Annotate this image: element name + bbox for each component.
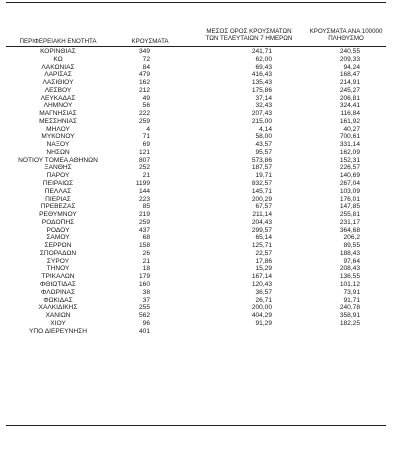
cases-cell: 21 <box>142 257 150 265</box>
cases-cell: 222 <box>138 110 150 118</box>
per100k-cell: 255,81 <box>339 211 360 219</box>
mean-cell: 17,86 <box>255 257 272 265</box>
per100k-cell: 94,24 <box>343 63 360 71</box>
cases-cell: 255 <box>138 304 150 312</box>
per100k-cell: 162,09 <box>339 148 360 156</box>
per100k-cell: 101,12 <box>339 280 360 288</box>
cases-cell: 212 <box>138 86 150 94</box>
table-row <box>6 304 386 312</box>
table-row <box>6 289 386 297</box>
per100k-cell: 245,27 <box>339 86 360 94</box>
region-cell: ΡΟΔΟΥ <box>46 226 70 234</box>
table-row <box>6 102 386 110</box>
mean-cell: 167,14 <box>251 273 272 281</box>
per100k-cell: 182,25 <box>339 319 360 327</box>
cases-cell: 69 <box>142 141 150 149</box>
table-row <box>6 234 386 242</box>
table-row <box>6 164 386 172</box>
cases-cell: 807 <box>138 156 150 164</box>
table-row <box>6 265 386 273</box>
region-cell: ΧΙΟΥ <box>50 319 66 327</box>
cases-cell: 26 <box>142 249 150 257</box>
region-cell: ΚΩ <box>53 55 63 63</box>
mean-cell: 19,71 <box>255 172 272 180</box>
mean-cell: 67,57 <box>255 203 272 211</box>
region-cell: ΛΑΚΩΝΙΑΣ <box>41 63 75 71</box>
cases-cell: 160 <box>138 280 150 288</box>
table-row <box>6 71 386 79</box>
cases-cell: 18 <box>142 265 150 273</box>
cases-cell: 158 <box>138 242 150 250</box>
mean-cell: 95,57 <box>255 148 272 156</box>
cases-cell: 49 <box>142 94 150 102</box>
mean-cell: 4,14 <box>259 125 272 133</box>
region-cell: ΧΑΛΚΙΔΙΚΗΣ <box>38 304 78 312</box>
per100k-cell: 364,68 <box>339 226 360 234</box>
region-cell: ΡΟΔΟΠΗΣ <box>41 218 75 226</box>
per100k-cell: 209,33 <box>339 55 360 63</box>
region-cell: ΠΡΕΒΕΖΑΣ <box>40 203 76 211</box>
region-cell: ΠΙΕΡΙΑΣ <box>45 195 71 203</box>
cases-cell: 56 <box>142 102 150 110</box>
mean-cell: 573,86 <box>251 156 272 164</box>
table-row <box>6 328 386 336</box>
bottom-rule <box>6 425 386 426</box>
header-rule <box>6 46 386 47</box>
table-row <box>6 48 386 56</box>
per100k-cell: 161,92 <box>339 117 360 125</box>
cases-cell: 562 <box>138 312 150 320</box>
mean-cell: 43,57 <box>255 141 272 149</box>
region-cell: ΝΑΞΟΥ <box>46 141 70 149</box>
table-row <box>6 312 386 320</box>
cases-cell: 72 <box>142 55 150 63</box>
region-cell: ΛΑΡΙΣΑΣ <box>44 71 72 79</box>
table-row <box>6 227 386 235</box>
per100k-cell: 214,91 <box>339 79 360 87</box>
region-cell: ΠΕΙΡΑΙΩΣ <box>42 180 74 188</box>
region-cell: ΛΑΣΙΘΙΟΥ <box>42 79 74 87</box>
per100k-cell: 176,01 <box>339 195 360 203</box>
per100k-cell: 152,31 <box>339 156 360 164</box>
per100k-cell: 226,57 <box>339 164 360 172</box>
mean-cell: 207,43 <box>251 110 272 118</box>
table-row <box>6 157 386 165</box>
table-row <box>6 141 386 149</box>
region-cell: ΛΗΜΝΟΥ <box>43 102 73 110</box>
mean-cell: 125,71 <box>251 242 272 250</box>
table-row <box>6 126 386 134</box>
region-cell: ΝΗΣΩΝ <box>46 148 70 156</box>
table-row <box>6 188 386 196</box>
region-cell: ΧΑΝΙΩΝ <box>45 312 71 320</box>
table-row <box>6 320 386 328</box>
cases-cell: 162 <box>138 79 150 87</box>
per100k-cell: 73,91 <box>343 288 360 296</box>
table-row <box>6 250 386 258</box>
per100k-cell: 168,47 <box>339 71 360 79</box>
mean-cell: 15,29 <box>255 265 272 273</box>
region-cell: ΤΗΝΟΥ <box>46 265 70 273</box>
table-row <box>6 133 386 141</box>
mean-cell: 65,14 <box>255 234 272 242</box>
mean-cell: 404,29 <box>251 312 272 320</box>
per100k-cell: 240,78 <box>339 304 360 312</box>
header-cases: ΚΡΟΥΣΜΑΤΑ <box>131 38 169 45</box>
per100k-cell: 91,71 <box>343 296 360 304</box>
cases-cell: 96 <box>142 319 150 327</box>
per100k-cell: 240,55 <box>339 48 360 55</box>
mean-cell: 200,29 <box>251 195 272 203</box>
header-mean <box>190 28 308 42</box>
header-mean-line2: ΤΩΝ ΤΕΛΕΥΤΑΙΩΝ 7 ΗΜΕΡΩΝ <box>205 35 293 42</box>
cases-cell: 259 <box>138 218 150 226</box>
region-cell: ΛΕΥΚΑΔΑΣ <box>40 94 76 102</box>
per100k-cell: 208,43 <box>339 265 360 273</box>
mean-cell: 91,29 <box>255 319 272 327</box>
mean-cell: 62,00 <box>255 55 272 63</box>
cases-cell: 479 <box>138 71 150 79</box>
cases-cell: 179 <box>138 273 150 281</box>
cases-cell: 38 <box>142 288 150 296</box>
table-row <box>6 242 386 250</box>
per100k-cell: 140,69 <box>339 172 360 180</box>
table-row <box>6 219 386 227</box>
cases-cell: 259 <box>138 117 150 125</box>
mean-cell: 145,71 <box>251 187 272 195</box>
per100k-cell: 89,55 <box>343 242 360 250</box>
table-row <box>6 149 386 157</box>
header-per100k-line2: ΠΛΗΘΥΣΜΟ <box>328 35 364 42</box>
region-cell: ΚΟΡΙΝΘΙΑΣ <box>40 48 76 55</box>
per100k-cell: 700,61 <box>339 133 360 141</box>
per100k-cell: 206,2 <box>343 234 360 242</box>
table-row <box>6 180 386 188</box>
cases-cell: 37 <box>142 296 150 304</box>
mean-cell: 211,14 <box>252 211 272 219</box>
mean-cell: 22,57 <box>255 249 272 257</box>
region-cell: ΠΕΛΛΑΣ <box>44 187 72 195</box>
per100k-cell: 331,14 <box>339 141 360 149</box>
header-per100k-line1: ΚΡΟΥΣΜΑΤΑ ΑΝΑ 100000 <box>309 28 383 35</box>
mean-cell: 37,14 <box>255 94 272 102</box>
mean-cell: 32,43 <box>255 102 272 110</box>
table-body <box>6 48 386 335</box>
table-row <box>6 95 386 103</box>
region-cell: ΜΥΚΟΝΟΥ <box>41 133 75 141</box>
table-row <box>6 297 386 305</box>
per100k-cell: 188,43 <box>339 249 360 257</box>
region-cell: ΜΕΣΣΗΝΙΑΣ <box>39 117 77 125</box>
per100k-cell: 267,04 <box>339 180 360 188</box>
region-cell: ΜΑΓΝΗΣΙΑΣ <box>39 110 77 118</box>
table-row <box>6 258 386 266</box>
cases-cell: 401 <box>138 327 150 335</box>
header-mean-line1: ΜΕΣΟΣ ΟΡΟΣ ΚΡΟΥΣΜΑΤΩΝ <box>206 28 292 35</box>
cases-cell: 4 <box>146 125 150 133</box>
cases-cell: 252 <box>138 164 150 172</box>
region-cell: ΛΕΣΒΟΥ <box>44 86 72 94</box>
cases-cell: 349 <box>138 48 150 55</box>
mean-cell: 36,57 <box>255 288 272 296</box>
per100k-cell: 40,27 <box>343 125 360 133</box>
region-cell: ΦΘΙΩΤΙΔΑΣ <box>40 280 76 288</box>
mean-cell: 204,43 <box>251 218 272 226</box>
table-row <box>6 87 386 95</box>
mean-cell: 215,00 <box>251 117 272 125</box>
mean-cell: 26,71 <box>255 296 272 304</box>
table-row <box>6 273 386 281</box>
per100k-cell: 97,64 <box>343 257 360 265</box>
top-rule <box>6 2 386 3</box>
region-cell: ΡΕΘΥΜΝΟΥ <box>39 211 77 219</box>
mean-cell: 120,43 <box>251 280 272 288</box>
cases-cell: 219 <box>138 211 150 219</box>
region-cell: ΤΡΙΚΑΛΩΝ <box>41 273 75 281</box>
table-row <box>6 172 386 180</box>
per100k-cell: 103,09 <box>339 187 360 195</box>
table-row <box>6 79 386 87</box>
mean-cell: 299,57 <box>251 226 272 234</box>
mean-cell: 135,43 <box>251 79 272 87</box>
mean-cell: 187,57 <box>251 164 272 172</box>
per100k-cell: 231,17 <box>339 218 360 226</box>
header-region: ΠΕΡΙΦΕΡΕΙΑΚΗ ΕΝΟΤΗΤΑ <box>19 38 97 45</box>
region-cell: ΠΑΡΟΥ <box>46 172 70 180</box>
region-cell: ΝΟΤΙΟΥ ΤΟΜΕΑ ΑΘΗΝΩΝ <box>18 156 98 164</box>
table-row <box>6 64 386 72</box>
table-row <box>6 203 386 211</box>
table-row <box>6 211 386 219</box>
per100k-cell: 136,55 <box>339 273 360 281</box>
cases-cell: 144 <box>138 187 150 195</box>
region-cell: ΦΛΩΡΙΝΑΣ <box>40 288 76 296</box>
mean-cell: 69,43 <box>255 63 272 71</box>
region-cell: ΞΑΝΘΗΣ <box>44 164 72 172</box>
mean-cell: 832,57 <box>251 180 272 188</box>
region-cell: ΥΠΟ ΔΙΕΡΕΥΝΗΣΗ <box>29 327 87 335</box>
table-row <box>6 118 386 126</box>
cases-cell: 85 <box>142 203 150 211</box>
cases-cell: 121 <box>138 148 150 156</box>
table-row <box>6 110 386 118</box>
per100k-cell: 116,84 <box>340 110 360 118</box>
header-per100k <box>296 28 396 42</box>
mean-cell: 416,43 <box>251 71 272 79</box>
cases-cell: 1199 <box>135 180 150 188</box>
table-row <box>6 281 386 289</box>
region-cell: ΣΠΟΡΑΔΩΝ <box>39 249 77 257</box>
region-cell: ΣΕΡΡΩΝ <box>44 242 72 250</box>
cases-cell: 437 <box>138 226 150 234</box>
cases-cell: 21 <box>142 172 150 180</box>
cases-cell: 68 <box>142 234 150 242</box>
mean-cell: 175,86 <box>251 86 272 94</box>
per100k-cell: 358,91 <box>339 312 360 320</box>
mean-cell: 200,00 <box>251 304 272 312</box>
per100k-cell: 147,85 <box>339 203 360 211</box>
table-row <box>6 56 386 64</box>
table-row <box>6 196 386 204</box>
region-cell: ΦΩΚΙΔΑΣ <box>43 296 73 304</box>
per100k-cell: 324,41 <box>339 102 360 110</box>
cases-cell: 223 <box>138 195 150 203</box>
mean-cell: 58,00 <box>255 133 272 141</box>
cases-cell: 71 <box>142 133 150 141</box>
region-cell: ΣΥΡΟΥ <box>46 257 70 265</box>
region-cell: ΜΗΛΟΥ <box>46 125 70 133</box>
region-cell: ΣΑΜΟΥ <box>46 234 70 242</box>
cases-cell: 84 <box>142 63 150 71</box>
table-header <box>6 28 386 46</box>
mean-cell: 241,71 <box>251 48 272 55</box>
per100k-cell: 206,81 <box>339 94 360 102</box>
